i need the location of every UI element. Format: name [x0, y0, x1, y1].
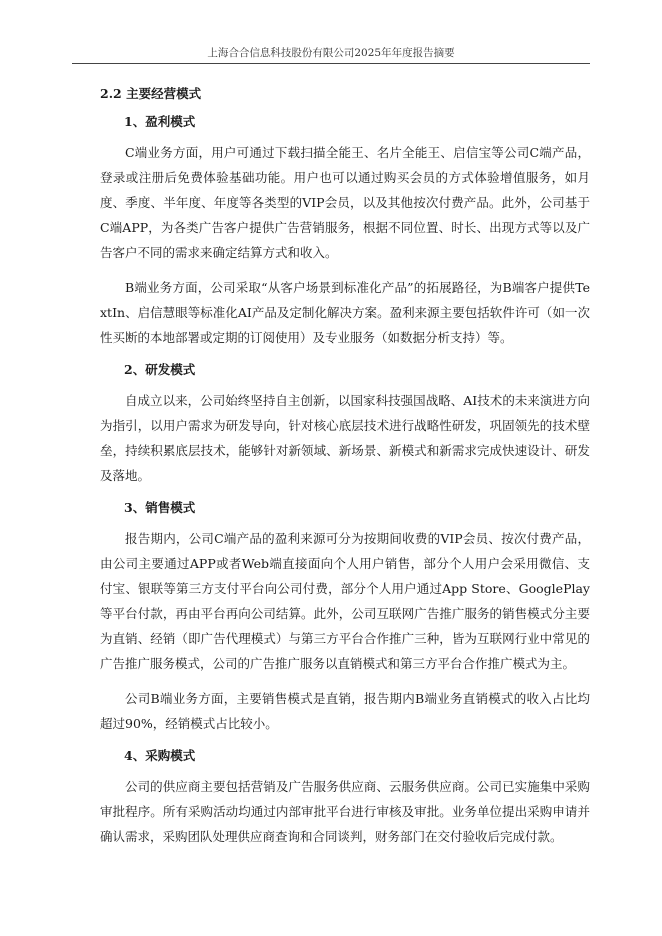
subsection-profit-model — [100, 112, 590, 350]
subsection-title: 1、盈利模式 — [124, 114, 196, 129]
paragraph: 公司的供应商主要包括营销及广告服务供应商、云服务供应商。公司已实施集中采购审批程序。所有采购活动均通过内部审批平台进行审核及审批。业务单位提出采购申请并确认需求，采购团队处理供应商查询和合同谈判，财务部门在交付验收后完成付款。 — [100, 779, 590, 844]
page-header: 上海合合信息科技股份有限公司2025年年度报告摘要 — [207, 47, 455, 59]
paragraph: 自成立以来，公司始终坚持自主创新，以国家科技强国战略、AI技术的未来演进方向为指引，以用户需求为研发导向，针对核心底层技术进行战略性研发，巩固领先的技术壁垒，持续积累底层技术，能够针对新领域、新场景、新模式和新需求完成快速设计、研发及落地。 — [100, 393, 590, 483]
paragraph: 报告期内，公司C端产品的盈利来源可分为按期间收费的VIP会员、按次付费产品，由公司主要通过APP或者Web端直接面向个人用户销售，部分个人用户会采用微信、支付宝、银联等第三方支付平台向公司付费，部分个人用户通过App Store、GooglePlay等平台付款，再由平台再向公司结算。此外，公司互联网广告推广服务的销售模式分主要为直销、经销（即广告代理模式）与第三方平台合作推广三种，皆为互联网行业中常见的广告推广服务模式，公司的广告推广服务以直销模式和第三方平台合作推广模式为主。 — [100, 531, 590, 671]
paragraph: B端业务方面，公司采取“从客户场景到标准化产品”的拓展路径，为B端客户提供TextIn、启信慧眼等标准化AI产品及定制化解决方案。盈利来源主要包括软件许可（如一次性买断的本地部署或定期的订阅使用）及专业服务（如数据分析支持）等。 — [100, 280, 590, 345]
paragraph: C端业务方面，用户可通过下载扫描全能王、名片全能王、启信宝等公司C端产品，登录或注册后免费体验基础功能。用户也可以通过购买会员的方式体验增值服务，如月度、季度、半年度、年度等各类型的VIP会员，以及其他按次付费产品。此外，公司基于C端APP，为各类广告客户提供广告营销服务，根据不同位置、时长、出现方式等以及广告客户不同的需求来确定结算方式和收入。 — [100, 145, 590, 260]
main-content — [100, 84, 590, 859]
paragraph: 公司B端业务方面，主要销售模式是直销，报告期内B端业务直销模式的收入占比均超过90%，经销模式占比较小。 — [100, 691, 590, 731]
subsection-title: 2、研发模式 — [124, 362, 196, 377]
header-divider — [72, 63, 590, 64]
subsection-title: 4、采购模式 — [124, 748, 196, 763]
section-title: 2.2 主要经营模式 — [100, 86, 202, 101]
subsection-procurement-model — [100, 746, 590, 849]
subsection-sales-model — [100, 498, 590, 736]
subsection-title: 3、销售模式 — [124, 500, 196, 515]
subsection-rd-model — [100, 360, 590, 488]
